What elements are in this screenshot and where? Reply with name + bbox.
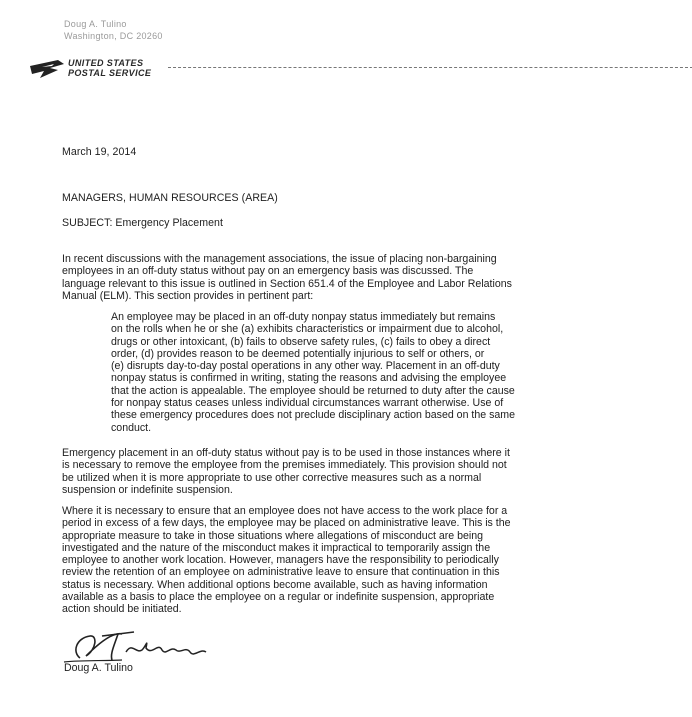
text-line: appropriate measure to take in those situations where allegations of misconduct are being xyxy=(62,529,484,542)
text-line: employee to another work location. However, managers have the responsibility to periodically xyxy=(62,554,499,567)
subject-line: SUBJECT: Emergency Placement xyxy=(62,217,223,229)
text-line: An employee may be placed in an off-duty nonpay status immediately but remains xyxy=(111,311,496,323)
text-line: for nonpay status ceases unless individual circumstances warrant otherwise. Use of xyxy=(111,397,504,410)
text-line: Where it is necessary to ensure that an employee does not have access to the work place for a xyxy=(62,505,508,517)
text-line: investigated and the nature of the misconduct makes it impractical to temporarily assign the xyxy=(62,541,491,554)
usps-letterhead xyxy=(28,58,668,80)
text-line: period in excess of a few days, the employee may be placed on administrative leave. This is the xyxy=(62,517,511,530)
text-line: drugs or other intoxicant, (b) fails to observe safety rules, (c) fails to obey a direct xyxy=(111,335,491,348)
text-line: status is necessary. When additional options become available, such as having information xyxy=(62,578,488,591)
text-line: Emergency placement in an off-duty status without pay is to be used in those instances where it xyxy=(62,447,510,459)
text-line: order, (d) provides reason to be deemed potentially injurious to self or others, or xyxy=(111,347,485,360)
letterhead-rule xyxy=(168,67,692,68)
text-line: employees in an off-duty status without pay on an emergency basis was discussed. The xyxy=(62,265,474,278)
text-line: In recent discussions with the management associations, the issue of placing non-bargaining xyxy=(62,253,497,265)
signatory-name: Doug A. Tulino xyxy=(64,662,133,674)
text-line: (e) disrupts day-to-day postal operations in any other way. Placement in an off-duty xyxy=(111,360,500,373)
text-line: is necessary to remove the employee from the premises immediately. This provision should not xyxy=(62,459,507,472)
text-line: be utilized when it is more appropriate to use other corrective measures such as a normal xyxy=(62,471,482,484)
text-line: on the rolls when he or she (a) exhibits characteristics or impairment due to alcohol, xyxy=(111,323,504,336)
text-line: language relevant to this issue is outlined in Section 651.4 of the Employee and Labor Relations xyxy=(62,277,512,290)
letter-date: March 19, 2014 xyxy=(62,146,137,158)
paragraph-emergency-placement xyxy=(62,447,510,496)
text-line: conduct. xyxy=(111,421,152,434)
text-line: nonpay status is confirmed in writing, stating the reasons and advising the employee xyxy=(111,372,507,385)
elm-quotation xyxy=(111,311,515,434)
sender-address-block xyxy=(64,18,163,42)
addressee: MANAGERS, HUMAN RESOURCES (AREA) xyxy=(62,192,278,204)
eagle-logo-icon xyxy=(28,58,68,80)
text-line: that the action is appealable. The employee should be returned to duty after the cause xyxy=(111,384,515,397)
text-line: Manual (ELM). This section provides in pertinent part: xyxy=(62,289,314,302)
text-line: action should be initiated. xyxy=(62,603,182,616)
paragraph-intro xyxy=(62,253,512,302)
text-line: review the retention of an employee on administrative leave to ensure that continuation in this xyxy=(62,566,500,579)
usps-wordmark xyxy=(68,58,151,78)
sender-address: Washington, DC 20260 xyxy=(64,31,163,41)
wordmark-line1: UNITED STATES xyxy=(68,58,144,68)
paragraph-administrative-leave xyxy=(62,505,511,616)
text-line: suspension or indefinite suspension. xyxy=(62,483,233,496)
text-line: these emergency procedures does not preclude disciplinary action based on the same xyxy=(111,409,515,422)
sender-name: Doug A. Tulino xyxy=(64,19,127,29)
text-line: available as a basis to place the employee on a regular or indefinite suspension, appropriate xyxy=(62,591,495,604)
wordmark-line2: POSTAL SERVICE xyxy=(68,68,152,78)
